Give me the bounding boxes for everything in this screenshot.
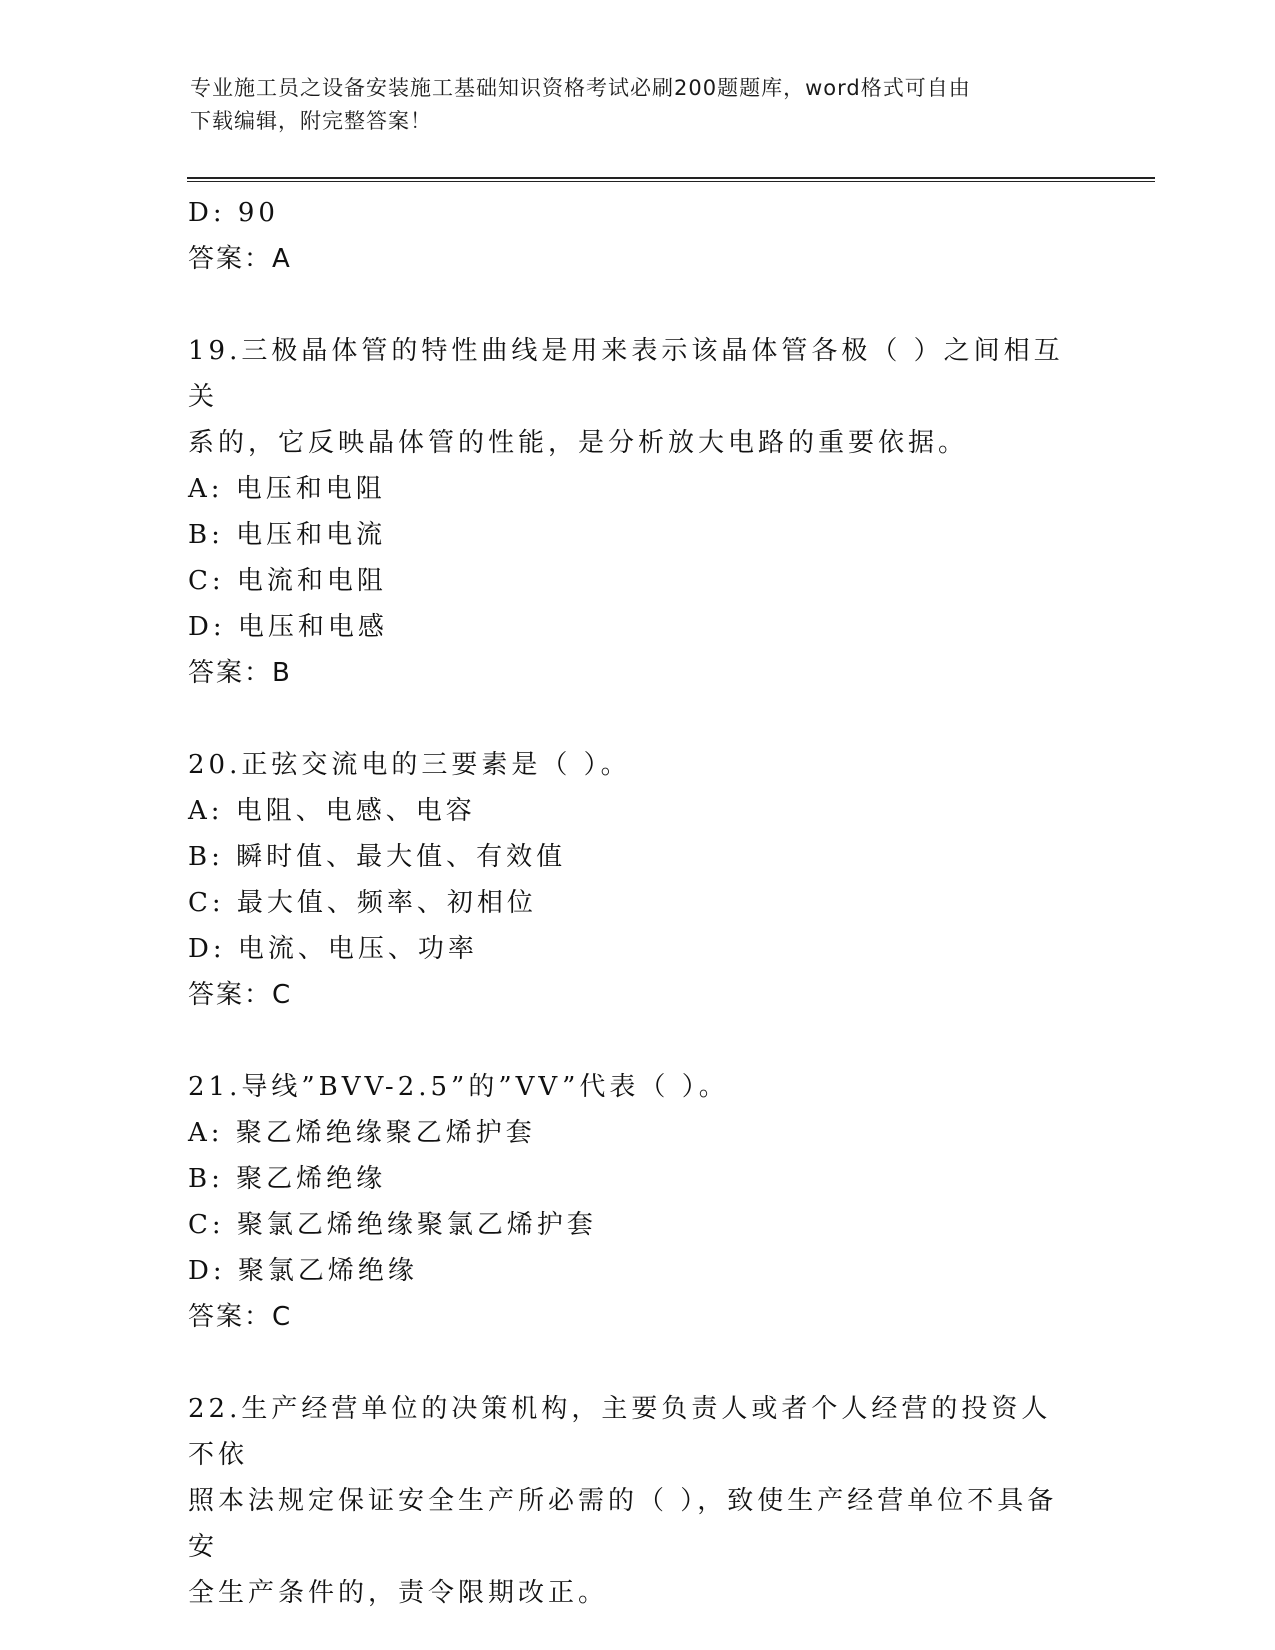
question-21-option-b: B: 聚乙烯绝缘 xyxy=(188,1164,387,1194)
question-21-answer: 答案：C xyxy=(188,1302,293,1332)
question-19-text-line-2: 系的，它反映晶体管的性能，是分析放大电路的重要依据。 xyxy=(188,428,969,458)
question-21-text-line-1: 21.导线”BVV-2.5”的”VV”代表（ ）。 xyxy=(188,1072,729,1102)
header-title-line-1: 专业施工员之设备安装施工基础知识资格考试必刷200题题库，word格式可自由 xyxy=(190,76,971,100)
question-20-option-c: C: 最大值、频率、初相位 xyxy=(188,888,537,918)
question-19-option-d: D: 电压和电感 xyxy=(188,612,388,642)
question-22-text-line-3: 全生产条件的，责令限期改正。 xyxy=(188,1578,609,1608)
prev-option-d: D: 90 xyxy=(188,198,279,228)
question-20-option-a: A: 电阻、电感、电容 xyxy=(188,796,476,826)
header-divider xyxy=(187,177,1155,182)
question-19-option-b: B: 电压和电流 xyxy=(188,520,387,550)
question-20-option-b: B: 瞬时值、最大值、有效值 xyxy=(188,842,567,872)
spacer xyxy=(188,1018,1088,1064)
question-20-text-line-1: 20.正弦交流电的三要素是（ ）。 xyxy=(188,750,631,780)
question-22-text-line-2: 照本法规定保证安全生产所必需的（ ），致使生产经营单位不具备安 xyxy=(188,1486,1058,1562)
spacer xyxy=(188,1340,1088,1386)
question-22-text-line-1: 22.生产经营单位的决策机构，主要负责人或者个人经营的投资人不依 xyxy=(188,1394,1052,1470)
question-19-text-line-1: 19.三极晶体管的特性曲线是用来表示该晶体管各极（ ）之间相互关 xyxy=(188,336,1064,412)
document-header xyxy=(190,72,1090,138)
question-19-option-c: C: 电流和电阻 xyxy=(188,566,387,596)
question-20-option-d: D: 电流、电压、功率 xyxy=(188,934,478,964)
question-21-option-a: A: 聚乙烯绝缘聚乙烯护套 xyxy=(188,1118,536,1148)
question-21-option-d: D: 聚氯乙烯绝缘 xyxy=(188,1256,418,1286)
question-20-answer: 答案：C xyxy=(188,980,293,1010)
question-19 xyxy=(188,328,1088,696)
question-22 xyxy=(188,1386,1088,1616)
question-21 xyxy=(188,1064,1088,1340)
header-title-line-2: 下载编辑，附完整答案！ xyxy=(190,109,432,133)
question-20 xyxy=(188,742,1088,1018)
spacer xyxy=(188,696,1088,742)
document-body xyxy=(188,190,1088,1616)
prev-answer: 答案：A xyxy=(188,244,292,274)
question-19-option-a: A: 电压和电阻 xyxy=(188,474,386,504)
question-21-option-c: C: 聚氯乙烯绝缘聚氯乙烯护套 xyxy=(188,1210,597,1240)
question-19-answer: 答案：B xyxy=(188,658,292,688)
spacer xyxy=(188,282,1088,328)
